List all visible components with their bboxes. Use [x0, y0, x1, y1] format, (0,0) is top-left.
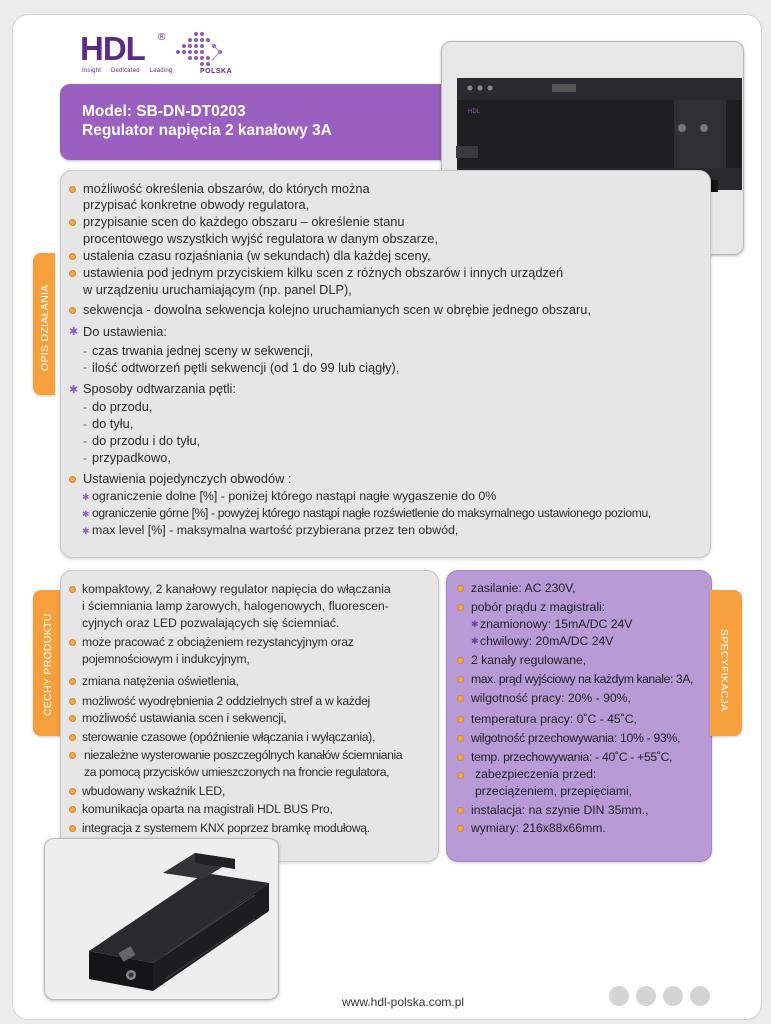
spec-text: temp. przechowywania: - 40˚C - +55˚C, — [471, 750, 673, 764]
feature-text: sterowanie czasowe (opóźnienie włączania i wyłączania), — [82, 730, 376, 744]
bullet-icon — [69, 698, 76, 705]
operation-text: ustalenia czasu rozjaśniania (w sekundach) dla każdej sceny, — [83, 248, 431, 263]
feature-text: pojemnościowym i indukcyjnym, — [82, 652, 250, 666]
bullet-icon — [69, 639, 76, 646]
operation-tab — [33, 253, 55, 395]
logo-dots-icon — [176, 30, 236, 72]
spec-text: wilgotność przechowywania: 10% - 93%, — [471, 731, 681, 745]
feature-text: możliwość wyodrębnienia 2 oddzielnych stref a w każdej — [82, 694, 370, 708]
feature-text: możliwość ustawiania scen i sekwencji, — [82, 711, 287, 725]
operation-text: możliwość określenia obszarów, do których można — [83, 181, 370, 196]
spec-text: przeciążeniem, przepięciami, — [475, 784, 633, 798]
operation-text: do przodu, — [92, 399, 153, 414]
operation-text: max level [%] - maksymalna wartość przybierana przez ten obwód, — [92, 523, 459, 537]
spec-text: chwilowy: 20mA/DC 24V — [480, 634, 614, 648]
operation-panel — [60, 170, 711, 558]
hdl-logo — [80, 28, 250, 80]
operation-text: ustawienia pod jednym przyciskiem kilku scen z różnych obszarów i innych urządzeń — [83, 265, 564, 280]
operation-text: przypisać konkretne obwody regulatora, — [83, 197, 310, 212]
operation-text: Sposoby odtwarzania pętli: — [83, 381, 236, 396]
bullet-icon — [457, 657, 464, 664]
operation-text: sekwencja - dowolna sekwencja kolejno uruchamianych scen w obrębie jednego obszaru, — [83, 302, 591, 317]
dash-icon: - — [83, 344, 87, 358]
dash-icon: - — [83, 360, 87, 374]
bullet-icon — [69, 825, 76, 832]
dash-icon: - — [83, 417, 87, 431]
spec-text: temperatura pracy: 0˚C - 45˚C, — [471, 712, 637, 726]
bullet-icon — [457, 695, 464, 702]
bullet-icon — [69, 476, 76, 483]
model-number: Model: SB-DN-DT0203 — [82, 103, 246, 120]
logo-wordmark: HDL — [80, 30, 145, 67]
bullet-icon — [69, 186, 76, 193]
asterisk-icon: ✱ — [69, 326, 79, 338]
spec-text: 2 kanały regulowane, — [471, 653, 587, 667]
spec-label: SPECYFIKACJA — [718, 629, 730, 712]
spec-text: znamionowy: 15mA/DC 24V — [480, 617, 633, 631]
feature-text: i ściemniania lamp żarowych, halogenowych, fluorescen- — [82, 599, 389, 613]
feature-text: integracja z systemem KNX poprzez bramkę modułową. — [82, 821, 370, 835]
product-name: Regulator napięcia 2 kanałowy 3A — [82, 122, 332, 139]
bullet-icon — [457, 772, 464, 779]
feature-text: wbudowany wskaźnik LED, — [82, 784, 226, 798]
bullet-icon — [457, 676, 464, 683]
asterisk-icon: ✱ — [82, 509, 90, 519]
feature-text: za pomocą przycisków umieszczonych na froncie regulatora, — [84, 765, 390, 779]
spec-text: max. prąd wyjściowy na każdym kanale: 3A, — [471, 672, 694, 686]
operation-text: przypisanie scen do każdego obszaru – określenie stanu — [83, 214, 405, 229]
spec-text: zasilanie: AC 230V, — [471, 581, 576, 595]
asterisk-icon: ✱ — [471, 619, 479, 629]
operation-text: do przodu i do tyłu, — [92, 433, 201, 448]
svg-text:HDL: HDL — [468, 109, 481, 115]
page-dot — [663, 986, 683, 1006]
feature-text: może pracować z obciążeniem rezystancyjnym oraz — [82, 635, 354, 649]
bullet-icon — [457, 754, 464, 761]
website-link[interactable]: www.hdl-polska.com.pl — [342, 995, 465, 1009]
feature-text: zmiana natężenia oświetlenia, — [82, 674, 239, 688]
page-dot — [609, 986, 629, 1006]
bullet-icon — [69, 734, 76, 741]
features-label: CECHY PRODUKTU — [42, 613, 54, 716]
spec-text: pobór prądu z magistrali: — [471, 600, 606, 614]
operation-text: przypadkowo, — [92, 450, 171, 465]
operation-text: ograniczenie dolne [%] - poniżej którego nastąpi nagłe wygaszenie do 0% — [92, 489, 497, 503]
logo-tagline — [82, 68, 180, 74]
product-photo-angle — [44, 838, 279, 1000]
tagline-word: Dedicated — [110, 68, 140, 74]
page-dot — [636, 986, 656, 1006]
tagline-word: Insight — [82, 68, 102, 74]
bullet-icon — [69, 586, 76, 593]
dash-icon: - — [83, 434, 87, 448]
spec-text: wymiary: 216x88x66mm. — [471, 821, 606, 835]
spec-panel — [446, 570, 712, 862]
operation-text: do tyłu, — [92, 416, 134, 431]
bullet-icon — [69, 715, 76, 722]
asterisk-icon: ✱ — [82, 526, 90, 536]
bullet-icon — [457, 604, 464, 611]
bullet-icon — [457, 807, 464, 814]
bullet-icon — [69, 307, 76, 314]
dash-icon: - — [83, 451, 87, 465]
feature-text: kompaktowy, 2 kanałowy regulator napięcia do włączania — [82, 582, 391, 596]
spec-text: wilgotność pracy: 20% - 90%, — [471, 691, 631, 705]
dimmer-device-angle-icon — [45, 839, 278, 999]
logo-registered-mark: ® — [158, 32, 166, 43]
spec-text: zabezpieczenia przed: — [475, 767, 597, 781]
spec-tab — [710, 590, 742, 736]
operation-text: ograniczenie górne [%] - powyżej którego nastąpi nagłe rozświetlenie do maksymalnego ustawionego poziomu, — [92, 506, 651, 520]
asterisk-icon: ✱ — [69, 384, 79, 396]
asterisk-icon: ✱ — [82, 492, 90, 502]
bullet-icon — [69, 219, 76, 226]
operation-text: Ustawienia pojedynczych obwodów : — [83, 471, 292, 486]
operation-text: czas trwania jednej sceny w sekwencji, — [92, 343, 314, 358]
bullet-icon — [457, 825, 464, 832]
operation-label: OPIS DZIAŁANIA — [39, 284, 51, 371]
operation-text: procentowego wszystkich wyjść regulatora w danym obszarze, — [83, 231, 438, 246]
bullet-icon — [69, 806, 76, 813]
spec-text: instalacja: na szynie DIN 35mm., — [471, 803, 649, 817]
feature-text: komunikacja oparta na magistrali HDL BUS Pro, — [82, 802, 333, 816]
dash-icon: - — [83, 400, 87, 414]
operation-text: Do ustawienia: — [83, 324, 167, 339]
operation-text: w urządzeniu uruchamiającym (np. panel DLP), — [83, 282, 352, 297]
bullet-icon — [457, 735, 464, 742]
bullet-icon — [69, 678, 76, 685]
bullet-icon — [69, 788, 76, 795]
operation-text: ilość odtworzeń pętli sekwencji (od 1 do 99 lub ciągły), — [92, 360, 400, 375]
bullet-icon — [69, 752, 76, 759]
feature-text: cyjnych oraz LED pozwalających się ściemniać. — [82, 616, 340, 630]
asterisk-icon: ✱ — [471, 636, 479, 646]
bullet-icon — [457, 716, 464, 723]
features-panel — [60, 570, 439, 862]
page-dot — [690, 986, 710, 1006]
bullet-icon — [69, 253, 76, 260]
logo-region: POLSKA — [200, 68, 233, 75]
model-header — [60, 84, 460, 160]
features-tab — [33, 590, 61, 736]
bullet-icon — [69, 270, 76, 277]
tagline-word: Leading — [149, 68, 173, 74]
bullet-icon — [457, 585, 464, 592]
feature-text: niezależne wysterowanie poszczególnych kanałów ściemniania — [84, 748, 403, 762]
